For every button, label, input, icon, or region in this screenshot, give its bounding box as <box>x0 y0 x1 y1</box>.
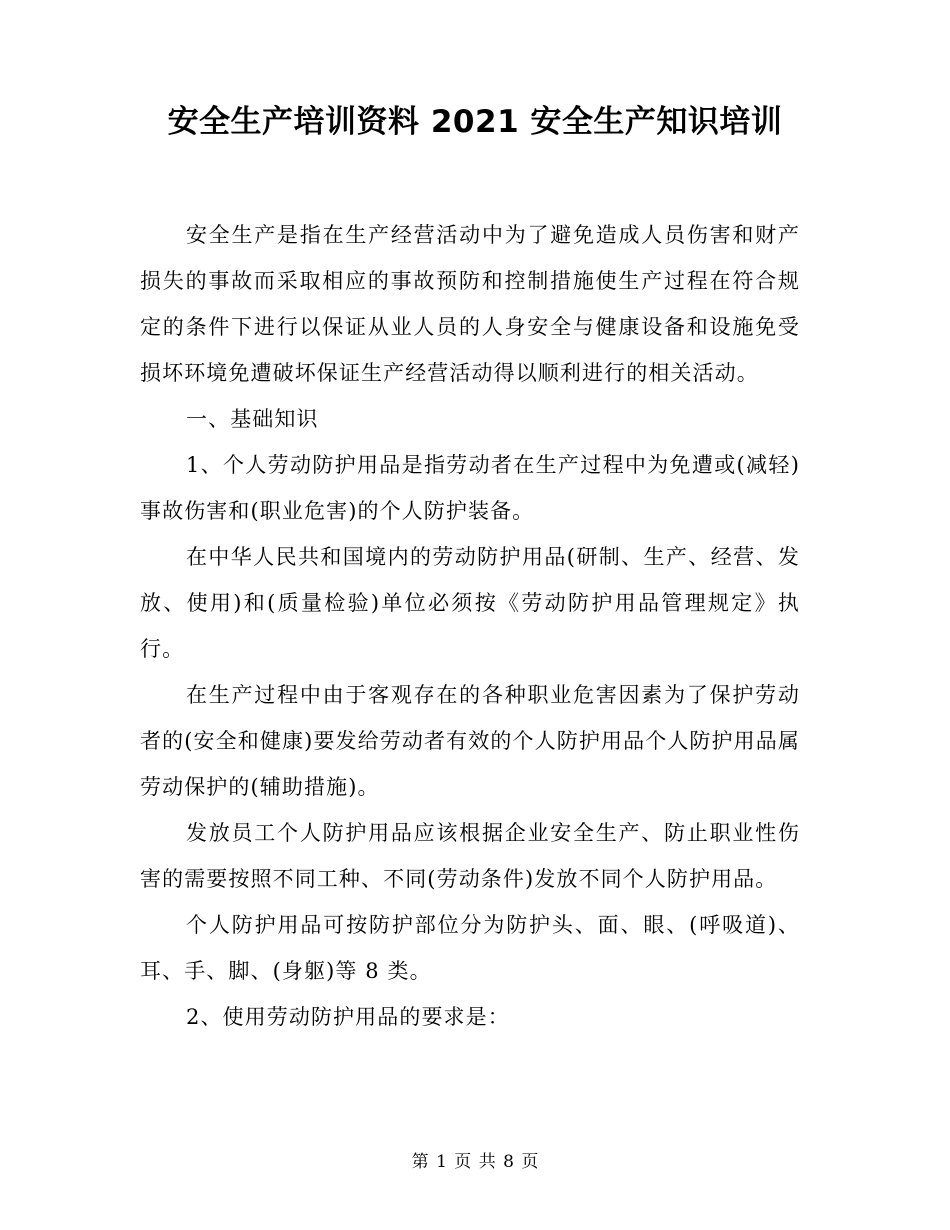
paragraph-protection-purpose: 在生产过程中由于客观存在的各种职业危害因素为了保护劳动者的(安全和健康)要发给劳动者有效的个人防护用品个人防护用品属劳动保护的(辅助措施)。 <box>140 683 800 799</box>
page-number-footer: 第 1 页 共 8 页 <box>411 1152 539 1172</box>
paragraph-intro: 安全生产是指在生产经营活动中为了避免造成人员伤害和财产损失的事故而采取相应的事故预防和控制措施使生产过程在符合规定的条件下进行以保证从业人员的人身安全与健康设备和设施免受损坏环境免遭破坏保证生产经营活动得以顺利进行的相关活动。 <box>140 223 800 385</box>
paragraph-item-2: 2、使用劳动防护用品的要求是： <box>186 1005 510 1029</box>
section-heading-basics: 一、基础知识 <box>186 407 319 431</box>
document-body <box>140 212 800 1040</box>
paragraph-regulation: 在中华人民共和国境内的劳动防护用品(研制、生产、经营、发放、使用)和(质量检验)单位必须按《劳动防护用品管理规定》执行。 <box>140 545 800 661</box>
paragraph-distribution: 发放员工个人防护用品应该根据企业安全生产、防止职业性伤害的需要按照不同工种、不同(劳动条件)发放不同个人防护用品。 <box>140 821 800 891</box>
page-title: 安全生产培训资料 2021 安全生产知识培训 <box>167 104 783 140</box>
paragraph-item-1: 1、个人劳动防护用品是指劳动者在生产过程中为免遭或(减轻)事故伤害和(职业危害)的个人防护装备。 <box>140 453 800 523</box>
paragraph-categories: 个人防护用品可按防护部位分为防护头、面、眼、(呼吸道)、耳、手、脚、(身躯)等 8 类。 <box>140 913 800 983</box>
